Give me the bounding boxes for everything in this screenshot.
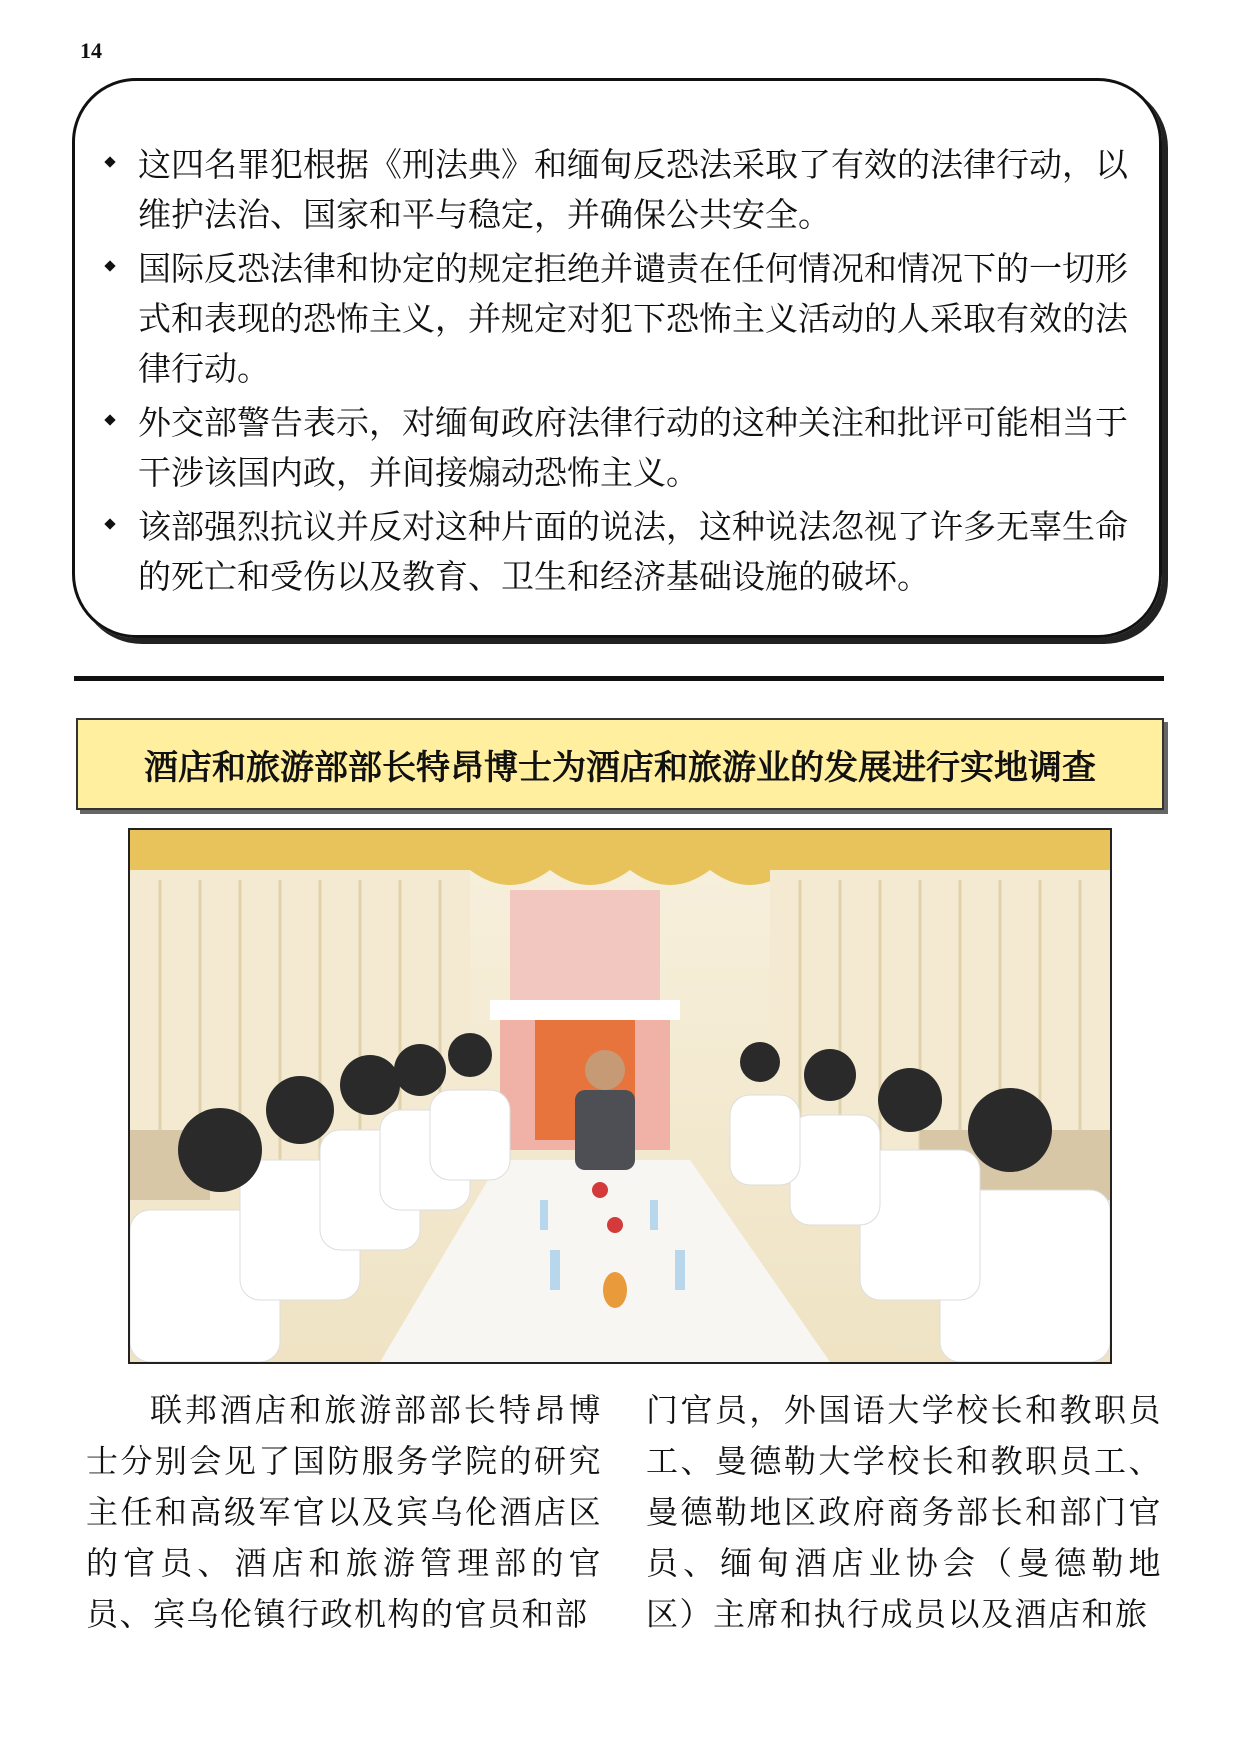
meeting-photo <box>128 828 1112 1364</box>
section-divider <box>74 676 1164 681</box>
summary-bullet-text: 这四名罪犯根据《刑法典》和缅甸反恐法采取了有效的法律行动，以维护法治、国家和平与稳定，并确保公共安全。 <box>138 145 1128 234</box>
page-number: 14 <box>80 38 102 63</box>
bullet-diamond-icon <box>104 156 115 167</box>
article-column-2: 门官员，外国语大学校长和教职员工、曼德勒大学校长和教职员工、曼德勒地区政府商务部长和部门官员、缅甸酒店业协会（曼德勒地区）主席和执行成员以及酒店和旅 <box>646 1391 1162 1633</box>
bullet-diamond-icon <box>104 414 115 425</box>
summary-bullet <box>100 398 1140 498</box>
article-body <box>86 1385 1162 1640</box>
article-column-1: 联邦酒店和旅游部部长特昂博士分别会见了国防服务学院的研究主任和高级军官以及宾乌伦酒店区的官员、酒店和旅游管理部的官员、宾乌伦镇行政机构的官员和部 <box>86 1391 602 1633</box>
meeting-photo-illustration <box>130 830 1110 1362</box>
article-headline: 酒店和旅游部部长特昂博士为酒店和旅游业的发展进行实地调查 <box>76 718 1164 810</box>
summary-bullet <box>100 244 1140 394</box>
summary-bullet <box>100 502 1140 602</box>
bullet-diamond-icon <box>104 518 115 529</box>
summary-bullet-text: 外交部警告表示，对缅甸政府法律行动的这种关注和批评可能相当于干涉该国内政，并间接煽动恐怖主义。 <box>138 403 1128 492</box>
summary-bullet-list <box>100 140 1140 606</box>
summary-bullet <box>100 140 1140 240</box>
summary-bullet-text: 该部强烈抗议并反对这种片面的说法，这种说法忽视了许多无辜生命的死亡和受伤以及教育、卫生和经济基础设施的破坏。 <box>138 507 1128 596</box>
bullet-diamond-icon <box>104 260 115 271</box>
summary-bullet-text: 国际反恐法律和协定的规定拒绝并谴责在任何情况和情况下的一切形式和表现的恐怖主义，并规定对犯下恐怖主义活动的人采取有效的法律行动。 <box>138 249 1128 388</box>
